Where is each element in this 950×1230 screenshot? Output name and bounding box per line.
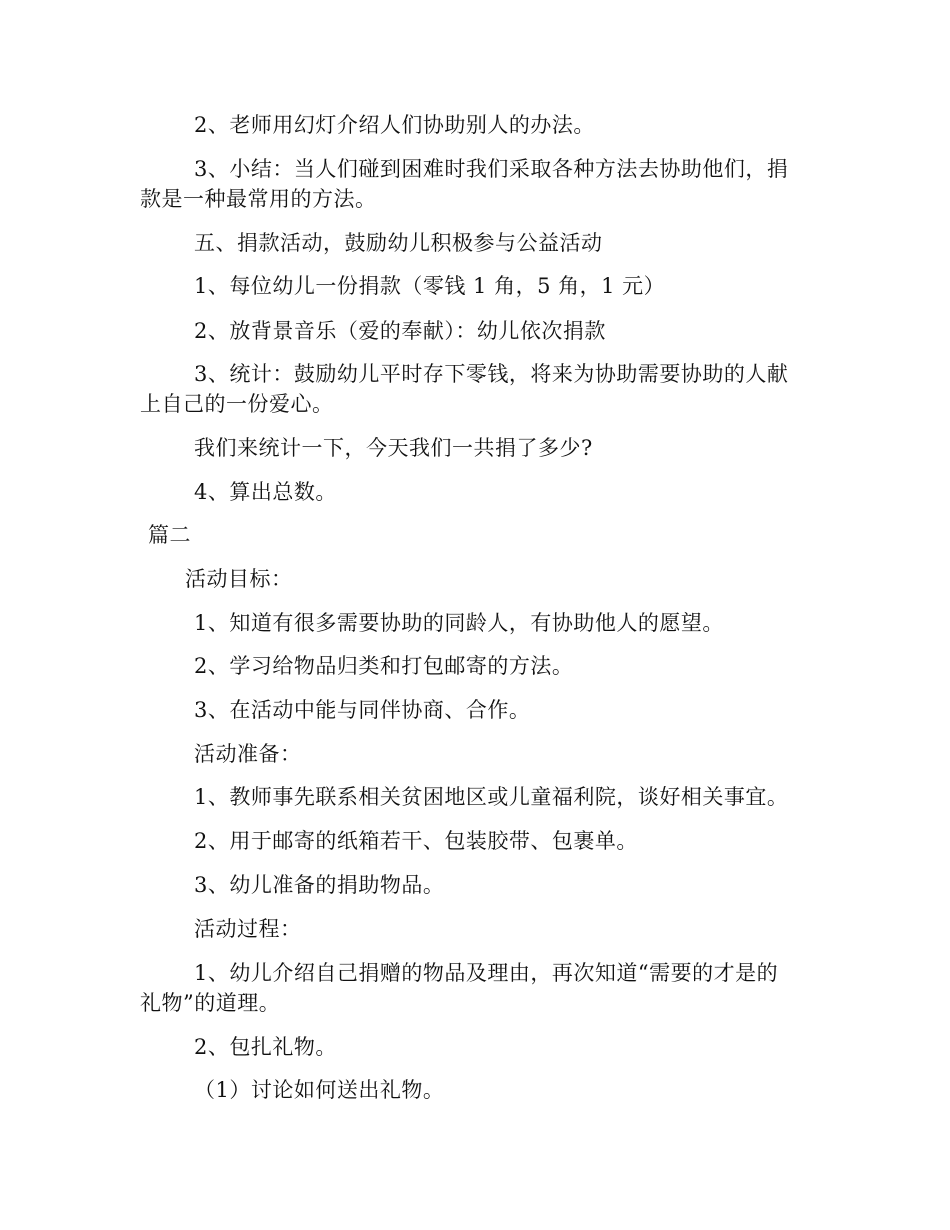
section-heading-donation xyxy=(194,228,603,258)
heading-activity-goals xyxy=(185,564,293,594)
paragraph-donation-amount xyxy=(194,271,665,301)
process-item-1-continued xyxy=(140,988,280,1018)
paragraph-statistics xyxy=(194,359,788,389)
paragraph-line: 3、幼儿准备的捐助物品。 xyxy=(194,873,445,897)
paragraph-statistics-continued xyxy=(140,389,334,419)
section-title-part-two xyxy=(148,520,191,550)
paragraph-line: 3、统计：鼓励幼儿平时存下零钱，将来为协助需要协助的人献 xyxy=(194,362,789,386)
preparation-item-2 xyxy=(194,826,638,856)
paragraph-line: 2、学习给物品归类和打包邮寄的方法。 xyxy=(194,654,574,678)
paragraph-summary xyxy=(194,154,788,184)
heading-activity-preparation xyxy=(194,739,302,769)
paragraph-line: 1、教师事先联系相关贫困地区或儿童福利院，谈好相关事宜。 xyxy=(194,785,789,809)
paragraph-line: 2、包扎礼物。 xyxy=(194,1035,337,1059)
paragraph-step-2-slides xyxy=(194,110,595,140)
preparation-item-3 xyxy=(194,870,444,900)
paragraph-line: 3、在活动中能与同伴协商、合作。 xyxy=(194,698,531,722)
paragraph-line: 款是一种最常用的方法。 xyxy=(140,187,377,211)
paragraph-line: （1）讨论如何送出礼物。 xyxy=(194,1078,445,1102)
paragraph-background-music xyxy=(194,316,606,346)
paragraph-count-question xyxy=(194,433,593,463)
paragraph-line: 3、小结：当人们碰到困难时我们采取各种方法去协助他们，捐 xyxy=(194,157,789,181)
paragraph-line: 我们来统计一下，今天我们一共捐了多少? xyxy=(194,436,593,460)
paragraph-line: 4、算出总数。 xyxy=(194,480,337,504)
paragraph-line: 1、每位幼儿一份捐款（零钱 1 角，5 角，1 元） xyxy=(194,274,666,298)
paragraph-line: 2、放背景音乐（爱的奉献）：幼儿依次捐款 xyxy=(194,319,606,343)
paragraph-total xyxy=(194,477,337,507)
paragraph-summary-continued xyxy=(140,184,377,214)
goal-item-3 xyxy=(194,695,530,725)
paragraph-line: 上自己的一份爱心。 xyxy=(140,392,334,416)
heading-activity-process xyxy=(194,914,302,944)
paragraph-line: 活动准备： xyxy=(194,742,302,766)
paragraph-line: 活动过程： xyxy=(194,917,302,941)
paragraph-line: 礼物”的道理。 xyxy=(140,991,281,1015)
paragraph-line: 2、用于邮寄的纸箱若干、包装胶带、包裹单。 xyxy=(194,829,638,853)
paragraph-line: 1、知道有很多需要协助的同龄人，有协助他人的愿望。 xyxy=(194,611,724,635)
paragraph-line: 五、捐款活动，鼓励幼儿积极参与公益活动 xyxy=(194,231,603,255)
goal-item-1 xyxy=(194,608,724,638)
paragraph-line: 篇二 xyxy=(148,523,191,547)
preparation-item-1 xyxy=(194,782,788,812)
paragraph-line: 2、老师用幻灯介绍人们协助别人的办法。 xyxy=(194,113,595,137)
paragraph-line: 活动目标： xyxy=(185,567,293,591)
process-item-2 xyxy=(194,1032,337,1062)
paragraph-line: 1、幼儿介绍自己捐赠的物品及理由，再次知道“需要的才是的 xyxy=(194,961,779,985)
process-subitem-1 xyxy=(194,1075,444,1105)
process-item-1 xyxy=(194,958,778,988)
goal-item-2 xyxy=(194,651,573,681)
